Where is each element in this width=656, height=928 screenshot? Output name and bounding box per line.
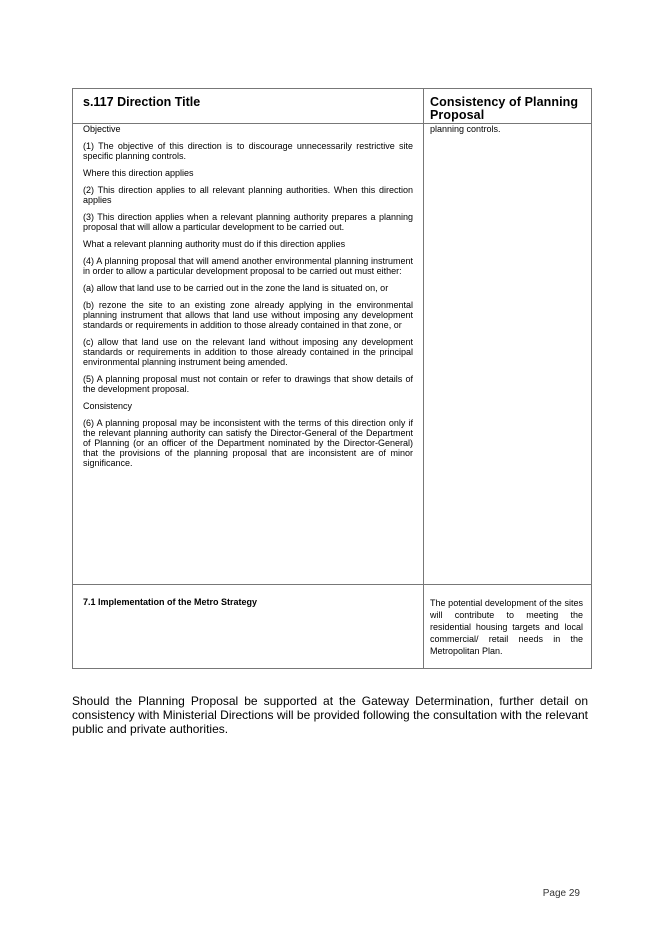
direction-paragraph: (2) This direction applies to all relevant planning authorities. When this direction applies [83, 185, 413, 205]
direction-paragraph: (a) allow that land use to be carried out in the zone the land is situated on, or [83, 283, 389, 293]
s117-directions-table [72, 88, 592, 669]
direction-paragraph: (3) This direction applies when a relevant planning authority prepares a planning proposal that will allow a particular development to be carried out. [83, 212, 413, 232]
direction-paragraph: (6) A planning proposal may be inconsistent with the terms of this direction only if the relevant planning authority can satisfy the Director-General of the Department of Planning (or an officer of the Department nominated by the Director-General) that the provisions of the planning proposal that are inconsistent are of minor significance. [83, 418, 413, 468]
concluding-paragraph: Should the Planning Proposal be supported at the Gateway Determination, further detail on consistency with Ministerial Directions will be provided following the consultation with the relevant public and private authorities. [72, 694, 588, 736]
consistency-cell [424, 585, 591, 668]
direction-subheading: What a relevant planning authority must do if this direction applies [83, 239, 346, 249]
direction-subheading: Where this direction applies [83, 168, 194, 178]
direction-paragraph: (5) A planning proposal must not contain or refer to drawings that show details of the development proposal. [83, 374, 413, 394]
direction-paragraph: (4) A planning proposal that will amend another environmental planning instrument in order to allow a particular development proposal to be carried out must either: [83, 256, 413, 276]
table-row [73, 123, 591, 584]
consistency-text: planning controls. [430, 124, 501, 134]
direction-paragraph: (c) allow that land use on the relevant land without imposing any development standards or requirements in addition to those already contained in the principal environmental planning instrument being amended. [83, 337, 413, 367]
direction-paragraph: (b) rezone the site to an existing zone already applying in the environmental planning instrument that allows that land use without imposing any development standards or requirements in addition to those already contained in that zone, or [83, 300, 413, 330]
direction-subheading: Consistency [83, 401, 133, 411]
consistency-cell [424, 124, 591, 584]
header-direction-title: s.117 Direction Title [73, 89, 424, 123]
direction-text-cell [73, 124, 424, 584]
page-number: Page 29 [542, 888, 580, 899]
direction-title: 7.1 Implementation of the Metro Strategy [83, 597, 258, 607]
table-header-row [73, 89, 591, 123]
consistency-text: The potential development of the sites will contribute to meeting the residential housing targets and local commercial/ retail needs in the Metropolitan Plan. [430, 598, 583, 656]
direction-paragraph: (1) The objective of this direction is to discourage unnecessarily restrictive site specific planning controls. [83, 141, 413, 161]
direction-title-cell [73, 585, 424, 668]
table-row [73, 584, 591, 668]
header-consistency: Consistency of Planning Proposal [430, 95, 579, 122]
direction-subheading: Objective [83, 124, 121, 134]
